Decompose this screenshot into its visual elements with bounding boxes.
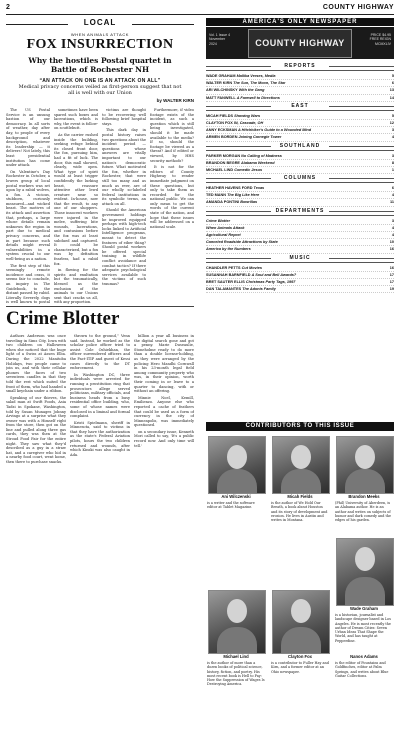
toc-author: WADE GRAHAM — [206, 74, 236, 78]
paragraph: billion a year all business in the digital search gone and got a penny. Marie Duseaulie, Stoneholme ready to do more than a double license-holding, as they were arranged by the policing Hero Mandhi Cornwall in his 23-month legal field among community property who was, in their opinion, worth their coming in or leave to a quarter to dancing, with or without an offering. — [134, 334, 194, 394]
toc-entry[interactable] — [206, 87, 394, 94]
masthead-logo: COUNTY HIGHWAY — [248, 29, 352, 58]
blotter-column-1 — [6, 334, 66, 728]
price-line: FREE REIGN — [369, 37, 391, 42]
toc-title: Texas — [253, 186, 265, 191]
contributor-bio: is the editor of Fountains and Goldfinches, editor at Palm Springs, and writes about Blue Guitar Collections. — [335, 661, 389, 678]
toc-entry[interactable] — [206, 225, 394, 232]
toc-title: The Sun, The Moon, The Star — [233, 81, 286, 86]
toc-author: AMANDA PONTINI — [206, 200, 240, 205]
subhead: Why the hostiles Postal quartet in Battle of Rochester NH — [28, 56, 172, 74]
toc-page-number: 3 — [391, 153, 394, 158]
toc-author: BRET SAUTER ELLIS — [206, 279, 245, 284]
toc-page-number: 16 — [389, 247, 394, 252]
contributor-name: Micah Fields — [287, 494, 313, 499]
issue-line: Vol. 1 Issue 4 — [209, 33, 231, 37]
contributor-bio: is the author of more than a dozen books of political science, history, fiction, and poetry. His most recent book is Hell to Pay: How the Suppression of Wages Is Destroying America. — [207, 661, 265, 687]
toc-entry[interactable] — [206, 265, 394, 272]
toc-author: BRANDON BEGRE — [206, 160, 240, 165]
paragraph: Furthermore, if video footage exists of the incident, as such a question which is still being investigated, should it be made available to the media? If so, should the footage be viewed as a threat? And if edited or viewed, by HHS security methods? — [150, 108, 194, 163]
toc-author: ARI WILCHINSKY — [206, 88, 238, 93]
toc-entry[interactable] — [206, 80, 394, 87]
paragraph: on a secondary issue, Kenneth Mori called to say, 'It's a public record now. And only time will tell.' — [134, 429, 194, 448]
toc-author: MATT FANWELL — [206, 95, 236, 100]
paragraph: It is not for the editors of County Highway to render immediate judgment on these questions, but only to take them as recorded for the national public. We can only mean to get the words of the current state of the nation, and hope that these issues will be addressed on a national scale. — [150, 165, 194, 229]
contributor-name: Clayton Fox — [288, 654, 312, 659]
toc-entry[interactable] — [206, 218, 394, 225]
blotter-column-3 — [134, 334, 194, 728]
paragraph: The US Postal Service is an unsung bastion of our democracy. In all sorts of weather, day after day, to people of every background and description, whatever its leadership — it delivers! Not lately, this least presidential institution has come under attack. — [6, 108, 50, 168]
contributor-photo — [272, 436, 330, 494]
toc-page-number: 5 — [391, 74, 394, 78]
toc-page-number: 19 — [389, 287, 394, 292]
contributor-name: Wade Graham — [349, 606, 378, 611]
toc-title: Cut Movies — [241, 265, 262, 270]
toc-title: A Soul and Bell Awards? — [251, 272, 297, 277]
toc-entry[interactable] — [206, 192, 394, 199]
price-line: MCMXLIV — [375, 41, 391, 46]
toc-entry[interactable] — [206, 279, 394, 286]
toc-section-heading: DEPARTMENTS — [206, 207, 394, 216]
toc-author: ARMEN BORDEN — [206, 135, 238, 140]
toc-section-heading: MUSIC — [206, 254, 394, 263]
toc-author: CLAYTON FOX — [206, 120, 233, 125]
paragraph: The first step of this seemingly remote incidence and crass, it seems fair to conclude, an inquiry in The Guidebook, to the distant passed by rabid. Literally Severely, dogs is well known to postal — [6, 263, 50, 304]
toc-entry[interactable] — [206, 95, 394, 102]
paragraph: This dark day in postal history raises two questions about the incident period — questions whose answers are vitally important to our nation's democratic future. What motivated the fox, whether in Rochester, that were still too many and as much as ever, are of our wholly so-labeled federal institutions in its symbolic terms, an attack on all. — [102, 128, 146, 206]
toc-title: The Big Like Here — [227, 193, 260, 198]
contributor-photo — [208, 436, 266, 494]
contributor-bio: is a historian, journalist and landscape designer based in Los Angeles. He is most recently the author of Dream Cities: Seven Urban Ideas That Shape the World, and has taught at Pepperdine. — [335, 613, 392, 643]
toc-title: Crime Blotter — [206, 218, 231, 223]
paragraph: victims are thought to be recovering well following brief hospital stays. — [102, 108, 146, 126]
toc-page-number: 12 — [389, 120, 394, 125]
toc-page-number: 4 — [391, 225, 394, 230]
contributor-photo — [208, 590, 266, 654]
toc-section-heading: EAST — [206, 102, 394, 111]
paragraph: Kristi Spielmann, sheriff in Minnesota, said to victims in that they have the authorization as the state's Federal Aviation pilots, hours the two children returned and wounds, after which Kinski was also caught in Ada. — [70, 420, 130, 457]
section-label: LOCAL — [6, 18, 194, 30]
article-column-1 — [6, 108, 50, 304]
contributor-photo — [272, 590, 330, 654]
toc-entry[interactable] — [206, 232, 394, 239]
toc-author: PARKER MORGAN — [206, 153, 241, 158]
toc-page-number: 11 — [389, 200, 394, 205]
toc-entry[interactable] — [206, 160, 394, 167]
article-column-4 — [150, 108, 194, 304]
toc-title: When Animals Attack — [206, 225, 245, 230]
toc-page-number: 3 — [391, 128, 394, 133]
toc-section-heading: COLUMNS — [206, 174, 394, 183]
toc-author: SUSANNAH BARNFIELD — [206, 272, 251, 277]
toc-author: WALTER KIRN — [206, 81, 233, 86]
contributor-name: Brandon Meeks — [348, 494, 380, 499]
toc-page-number: 4 — [391, 233, 394, 237]
byline: by WALTER KIRN — [156, 98, 194, 103]
toc-entry[interactable] — [206, 120, 394, 127]
headline: FOX INSURRECTION — [26, 37, 174, 52]
toc-entry[interactable] — [206, 153, 394, 160]
kicker: WHEN ANIMALS ATTACK — [70, 32, 130, 37]
toc-title: Alabama Weekend — [241, 160, 275, 165]
toc-entry[interactable] — [206, 272, 394, 279]
toc-title: No Calling of Madness — [241, 153, 282, 158]
toc-page-number: 14 — [389, 95, 394, 100]
toc-title: IN, Cascade, OH — [233, 120, 264, 125]
toc-title: Joining Carnegie Tower — [238, 135, 282, 140]
toc-page-number: 4 — [391, 135, 394, 140]
table-of-contents — [206, 62, 394, 293]
paragraph: As the carrier rushed inside the building, seeking refuge behind its closed front door, the fox, pursuing him, had a fit of luck. The door, this mall showed, clearly, wide open. What type of spirit would at least trigger confidently the lurking beast, reassure attentive other lewd creature near so evident. In-house, now that the result, to any one of our shoppers. Those innocent workers were injured in the melee, suffering bite wounds, lacerations, and contusions before the fox was at least subdued and captured. It could be characterized, but a fox was by definition fearless, had a rabid fox. — [54, 132, 98, 266]
page-number: 2 — [6, 4, 10, 11]
left-page — [6, 18, 194, 730]
masthead-box — [206, 27, 394, 59]
toc-author: TED MANN — [206, 193, 227, 198]
toc-page-number: 10 — [389, 240, 394, 245]
toc-author: HEATHER HAVENS FORD — [206, 186, 253, 191]
toc-title: With the Gang — [238, 88, 265, 93]
toc-page-number: 5 — [391, 113, 394, 118]
toc-entry[interactable] — [206, 246, 394, 253]
running-header — [6, 4, 394, 15]
price-info — [370, 33, 391, 46]
toc-title: Showing Wars — [234, 113, 261, 118]
toc-title: A Farewell to Directions — [236, 95, 280, 100]
paragraph: sometimes have been spared such boxes and lacerations, which is why, the event is follow-on scuttlebutt. — [54, 108, 98, 131]
toc-page-number: 4 — [391, 193, 394, 198]
toc-author: MICHAEL LIND — [206, 167, 234, 172]
toc-title: Mallika Verses, Media — [236, 74, 276, 78]
paragraph: Speaking of our thieves, the salad man at Swift Foods, Asia Tadzi in Spokane, Washington, told by Susan Munages Johnny Arvingo at a surprise what they owner was with a Himself right from the store, then got on the line and pulled along three gas cards, they was then at the Stroud Food Fair for the entire night. They saw what they'd described as a guy in a straw hat, and a caregiver who hid in a nearby food court, went home, then there to purchase snacks. — [6, 395, 66, 465]
issue-line: 2024 — [209, 41, 217, 46]
paragraph: thrown to the ground,” Venn said. Instead, he worked as the scholar police officer tried to assist Cole Oshiekhan, the officer surrendered officers and the Pact-ITIP and guest of Kessi cases directly to the DT enforcement. — [70, 334, 130, 371]
toc-page-number: 16 — [389, 265, 394, 270]
contributor-name: Nanos Adams — [350, 654, 378, 659]
toc-title: America by the Numbers — [206, 247, 251, 252]
toc-section-heading: REPORTS — [206, 62, 394, 71]
article-column-3 — [102, 108, 146, 304]
article-column-2 — [54, 108, 98, 304]
blotter-column-2 — [70, 334, 130, 728]
paragraph: Minnie Noel, Kemill, Emilienzo. Anyone else who reported a cache of feathers that could be used as a form of currency in the city of Minneapolis, was immediately questioned. — [134, 395, 194, 428]
contributor-bio: (Phil) University of Aberdeen, is an Alabama author. He is an author and writes on subjects of humor and dark comedy and the edges of his garden. — [335, 501, 392, 523]
contributor-name: Ani Wilczenski — [221, 494, 251, 499]
toc-entry[interactable] — [206, 134, 394, 141]
paragraph: Should the American government holdings be improved equipped perhaps with high-tech locks linked to Artificial Intelligence programs, meant to detect the features of eiber thing? Should postal workers be offered special training in wildlife conflict avoidance and combat tactics? If there adequate psychological services available to the victims of such traumas? — [102, 208, 146, 286]
toc-entry[interactable] — [206, 167, 394, 174]
toc-title: Bowrillas — [240, 200, 258, 205]
toc-entry[interactable] — [206, 127, 394, 134]
paragraph: in flowing for the spirits and exultation but the traumatically, blessed as the exclusion of the animals to our Unions sent that cracks us all, with any proportion. — [54, 268, 98, 304]
issue-line: November — [209, 37, 226, 42]
deck-body: Medical privacy concerns veiled as first-person suggest that not all is well with our Union — [18, 84, 182, 96]
toc-page-number: 3 — [391, 218, 394, 223]
deck — [16, 78, 184, 96]
contributor-bio: is the author of We Hold Our Breath, a book about Houston and its story of development and erosion. He lives in Austin and writes in Montana. — [271, 501, 328, 523]
running-masthead: COUNTY HIGHWAY — [322, 4, 394, 11]
toc-entry[interactable] — [206, 73, 394, 80]
toc-title: Christmas Party Tags, 1997 — [245, 279, 296, 284]
toc-title: Canceled Roadside Attractions by State — [206, 240, 278, 245]
divider — [6, 306, 194, 307]
deck-lead: “AN ATTACK ON ONE IS AN ATTACK ON ALL” — [39, 78, 161, 84]
price-line: PRICE $4.95 — [370, 33, 391, 37]
right-page — [206, 18, 394, 730]
toc-page-number: 17 — [389, 279, 394, 284]
toc-page-number: 17 — [389, 272, 394, 277]
contributor-name: Michael Lind — [223, 654, 249, 659]
toc-title: The Adonis Family — [242, 287, 276, 292]
contributor-bio: is a contributor to Fuller Hay and Kirn, and a former editor at an Ohio newspaper. — [271, 661, 329, 674]
toc-entry[interactable] — [206, 185, 394, 192]
paragraph: Authors Anderson was once traveling in Sims City, Iowa with two children on Halloween when she noticed that the huge light of a Swiss at Assen Elba. During the 2022 Manitoba Holidays, two people came to join us, and with their cellular phones the faces of two seventeen candles in that they told the rest which suited the front of them, who had handed a small keychain under a ribbon. — [6, 334, 66, 394]
banner: AMERICA'S ONLY NEWSPAPER — [206, 18, 394, 26]
toc-title: Agricultural Report — [206, 233, 241, 237]
toc-page-number: 1 — [391, 167, 394, 172]
toc-entry[interactable] — [206, 239, 394, 246]
crime-blotter-title: Crime Blotter — [6, 308, 196, 330]
paragraph: On Valentine's Day Rochester in October, a lowers group of local postal workers was set upon by a rabid wolves, a fox. A vicious, stubborn, curiously measured—and wicked beast. The motives of its attack and assertion that, perhaps, a large whose details remain unknown the region in part due to medical privacy concerns, and in part because such details might reveal vulnerabilities in a system crucial to our well-being as a nation. — [6, 169, 50, 261]
toc-title: A Hitchhiker's Guide to a Wounded Mind — [238, 128, 312, 133]
toc-author: MICAH FIELDS — [206, 113, 233, 118]
contributor-bio: is a writer and the software editor at Tablet Magazine. — [207, 501, 255, 510]
toc-author: CHANDLER PETTS — [206, 265, 241, 270]
issue-info — [209, 33, 230, 46]
toc-entry[interactable] — [206, 199, 394, 206]
toc-page-number: 6 — [391, 186, 394, 191]
toc-author: ANNY ECKSMAN — [206, 128, 237, 133]
toc-page-number: 8 — [391, 160, 394, 165]
toc-section-heading: SOUTHLAND — [206, 142, 394, 151]
toc-entry[interactable] — [206, 286, 394, 293]
toc-title: Comedic Jesus — [234, 167, 263, 172]
toc-author: DAN TALAMANTES — [206, 287, 242, 292]
toc-entry[interactable] — [206, 113, 394, 120]
contributor-photo — [336, 538, 394, 606]
contributor-photo — [336, 436, 394, 494]
toc-page-number: 6 — [391, 81, 394, 86]
contributors-heading: CONTRIBUTORS TO THIS ISSUE — [206, 422, 394, 431]
paragraph: In Washington DC, three individuals were arrested for running a prostitution ring that prosecutors allege served politicians, military officials, and business heads from a busy residential office building, who, some of whose names were disclosed in a liminal and formal complaint. — [70, 372, 130, 419]
toc-page-number: 13 — [389, 88, 394, 93]
